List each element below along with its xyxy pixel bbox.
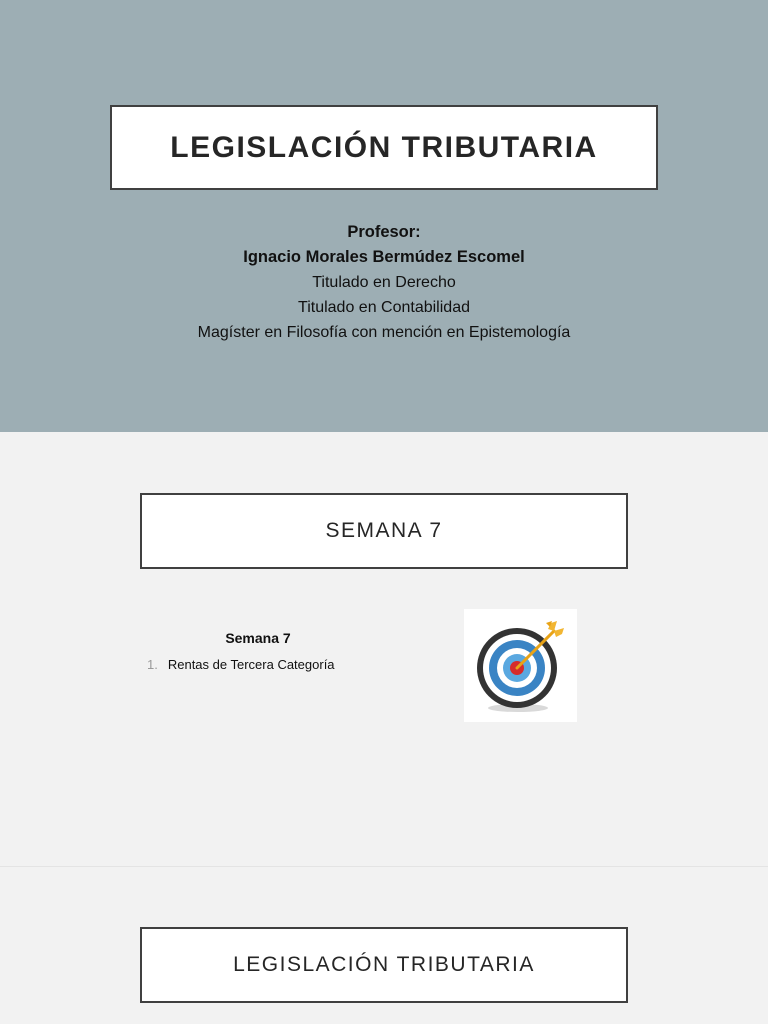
main-title-box — [110, 105, 658, 190]
slide-subject — [0, 866, 768, 1024]
agenda-item — [147, 657, 335, 672]
main-title: LEGISLACIÓN TRIBUTARIA — [170, 130, 598, 164]
credential-accounting: Titulado en Contabilidad — [298, 299, 470, 316]
subject-title: LEGISLACIÓN TRIBUTARIA — [233, 953, 535, 976]
agenda-heading: Semana 7 — [225, 630, 291, 646]
agenda-item-text: Rentas de Tercera Categoría — [167, 657, 335, 672]
professor-name: Ignacio Morales Bermúdez Escomel — [243, 248, 525, 266]
credential-law: Titulado en Derecho — [312, 274, 456, 291]
slide-week — [0, 432, 768, 865]
target-arrow-icon — [464, 609, 577, 722]
professor-info — [0, 220, 768, 345]
subject-title-box — [140, 927, 628, 1003]
slide-title — [0, 0, 768, 432]
agenda-item-number: 1. — [147, 657, 158, 672]
week-title: SEMANA 7 — [325, 519, 443, 542]
target-image — [464, 609, 577, 722]
week-title-box — [140, 493, 628, 569]
credential-masters: Magíster en Filosofía con mención en Epistemología — [197, 324, 571, 341]
professor-label: Profesor: — [347, 223, 421, 241]
